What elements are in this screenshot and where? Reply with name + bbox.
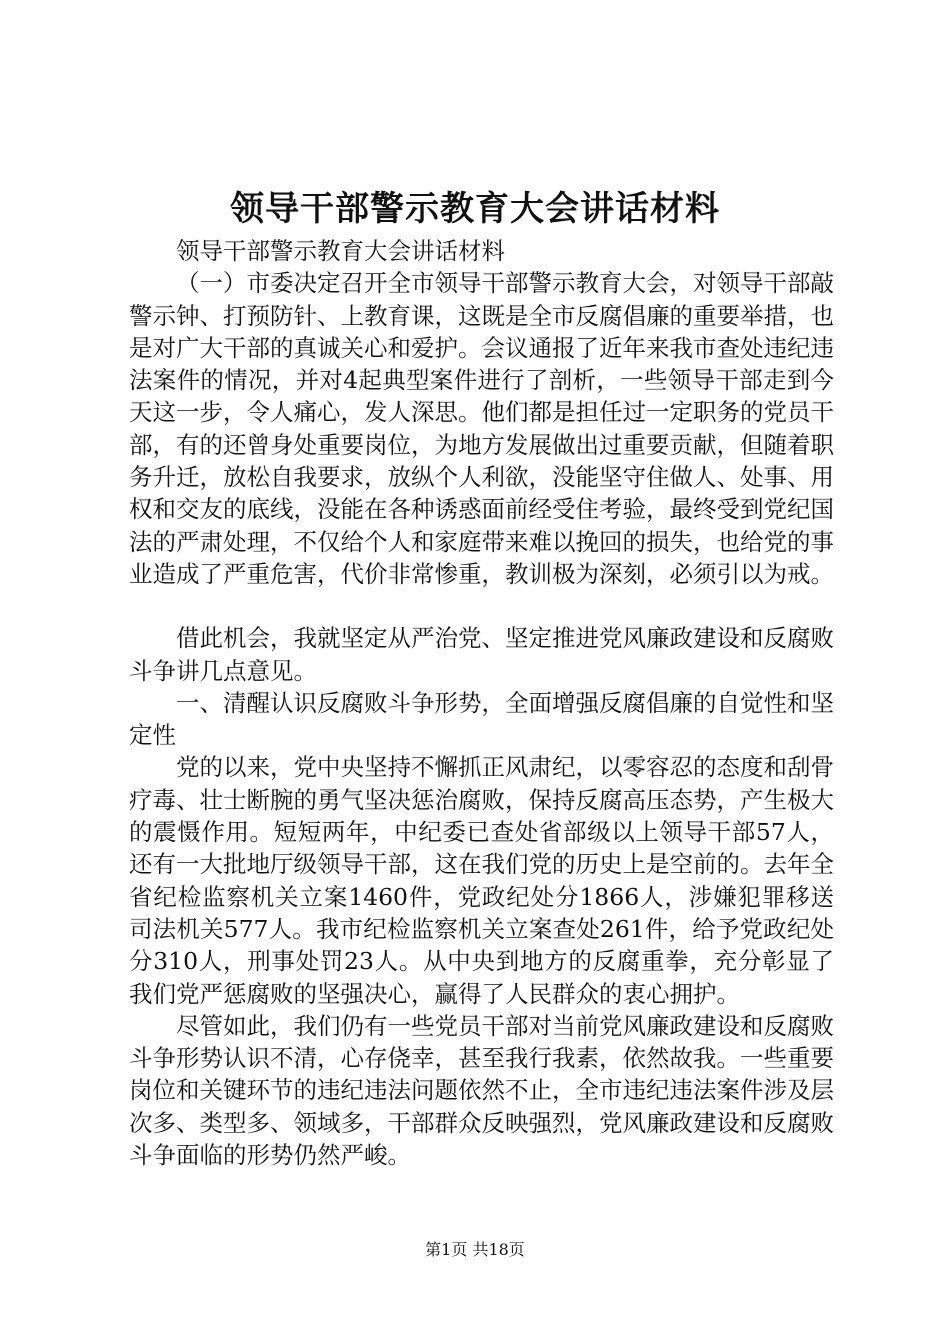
subtitle-paragraph: 领导干部警示教育大会讲话材料 [176,237,505,265]
body-paragraph-intro: （一）市委决定召开全市领导干部警示教育大会，对领导干部敲警示钟、打预防针、上教育课，这既是全市反腐倡廉的重要举措，也是对广大干部的真诚关心和爱护。会议通报了近年来我市查处违纪违法案件的情况，并对4起典型案件进行了剖析，一些领导干部走到今天这一步，令人痛心，发人深思。他们都是担任过一定职务的党员干部，有的还曾身处重要岗位，为地方发展做出过重要贡献，但随着职务升迁，放松自我要求，放纵个人利欲，没能坚守住做人、处事、用权和交友的底线，没能在各种诱惑面前经受住考验，最终受到党纪国法的严肃处理，不仅给个人和家庭带来难以挽回的损失，也给党的事业造成了严重危害，代价非常惨重，教训极为深刻，必须引以为戒。 [129,269,834,588]
document-title: 领导干部警示教育大会讲话材料 [230,189,720,229]
page-number-footer: 第1页 共18页 [425,1240,525,1259]
section-heading-1: 一、清醒认识反腐败斗争形势，全面增强反腐倡廉的自觉性和坚定性 [129,688,834,750]
document-body [129,235,834,1171]
body-paragraph-situation: 党的以来，党中央坚持不懈抓正风肃纪，以零容忍的态度和刮骨疗毒、壮士断腕的勇气坚决惩治腐败，保持反腐高压态势，产生极大的震慑作用。短短两年，中纪委已查处省部级以上领导干部57人，还有一大批地厅级领导干部，这在我们党的历史上是空前的。去年全省纪检监察机关立案1460件，党政纪处分1866人，涉嫌犯罪移送司法机关577人。我市纪检监察机关立案查处261件，给予党政纪处分310人，刑事处罚23人。从中央到地方的反腐重拳，充分彰显了我们党严惩腐败的坚强决心，赢得了人民群众的衷心拥护。 [129,753,834,1008]
body-paragraph-opinion: 借此机会，我就坚定从严治党、坚定推进党风廉政建设和反腐败斗争讲几点意见。 [129,624,834,685]
body-paragraph-nevertheless: 尽管如此，我们仍有一些党员干部对当前党风廉政建设和反腐败斗争形势认识不清，心存侥幸，甚至我行我素，依然故我。一些重要岗位和关键环节的违纪违法问题依然不止，全市违纪违法案件涉及层次多、类型多、领域多，干部群众反映强烈，党风廉政建设和反腐败斗争面临的形势仍然严峻。 [129,1011,834,1170]
